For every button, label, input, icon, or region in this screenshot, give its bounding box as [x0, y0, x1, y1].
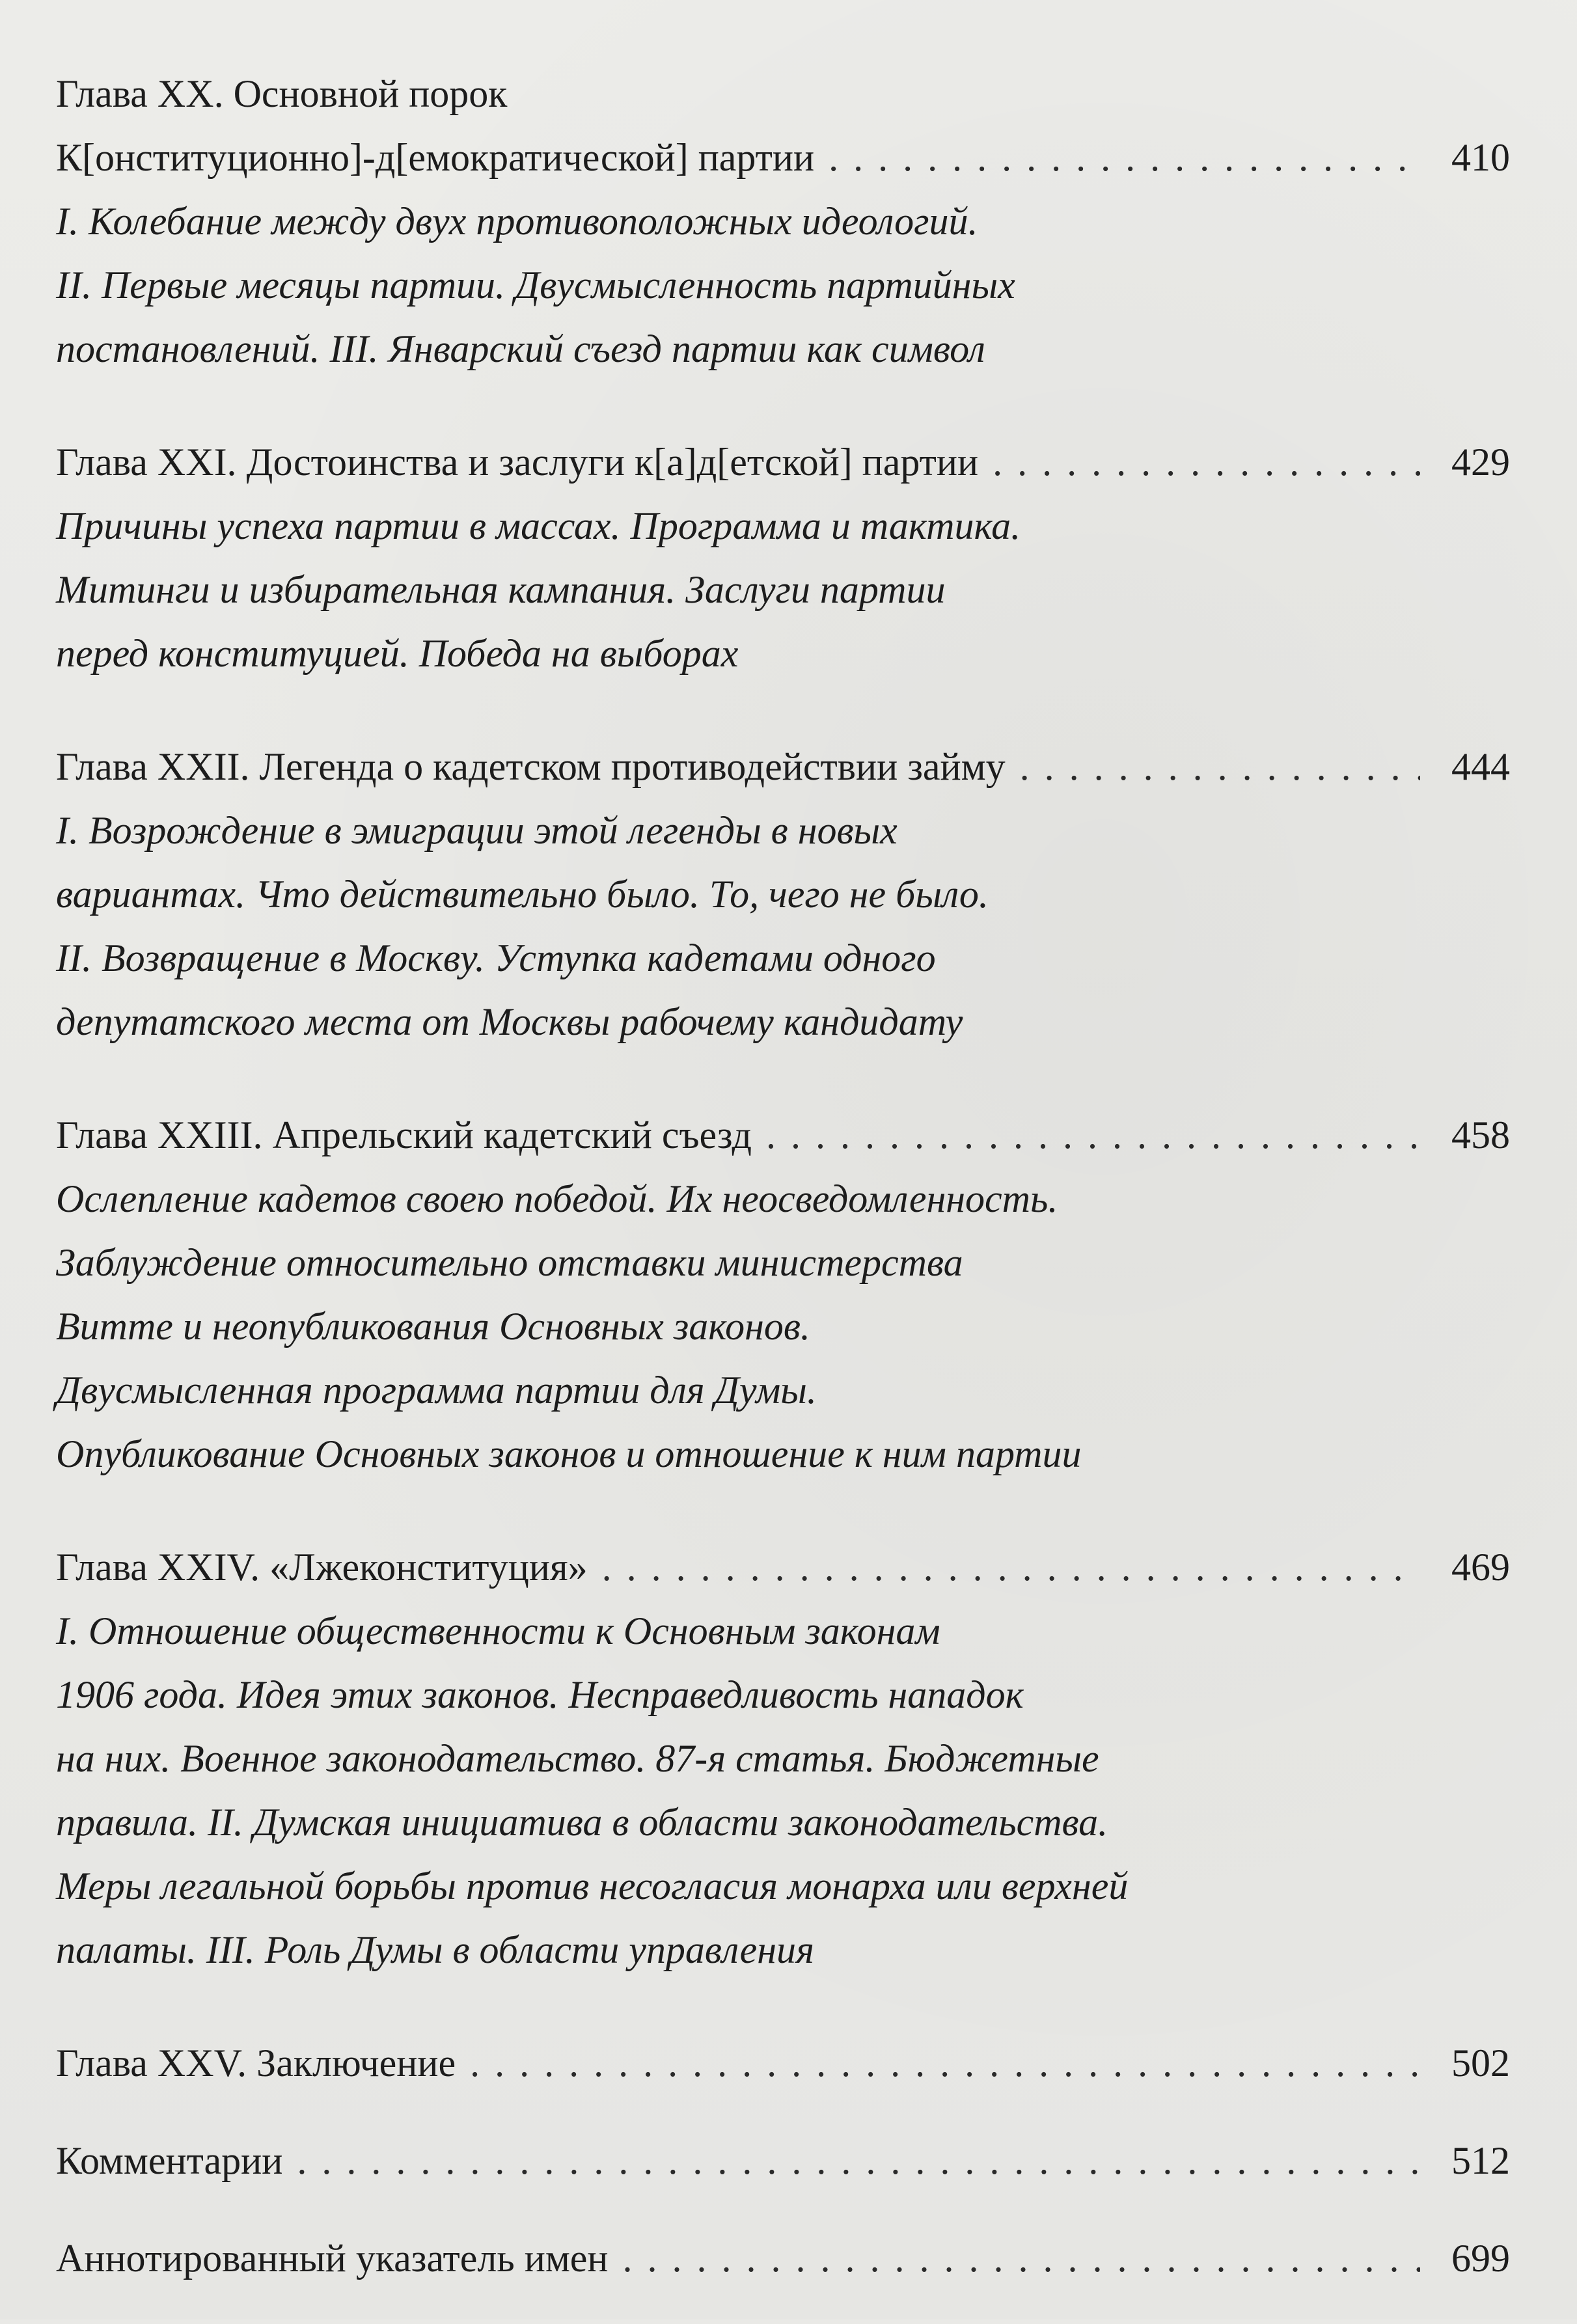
chapter-summary-line: II. Возвращение в Москву. Уступка кадетами одного: [56, 936, 936, 979]
table-of-contents: [56, 62, 1510, 2324]
chapter-summary-line: II. Первые месяцы партии. Двусмысленность партийных: [56, 264, 1015, 307]
chapter-title: Глава XXIV. «Лжеконституция»: [56, 1546, 588, 1589]
page-number: 512: [1451, 2139, 1510, 2182]
dot-leader: [588, 1535, 1420, 1599]
chapter-summary-line: Опубликование Основных законов и отношение к ним партии: [56, 1432, 1082, 1475]
dot-leader: [1006, 735, 1420, 799]
chapter-summary-line: Двусмысленная программа партии для Думы.: [56, 1369, 817, 1412]
page-number: 458: [1451, 1114, 1510, 1156]
toc-entry-chapter-25: [56, 2031, 1510, 2095]
chapter-summary-line: депутатского места от Москвы рабочему кандидату: [56, 1000, 963, 1043]
dot-leader: [456, 2031, 1420, 2095]
chapter-summary-line: 1906 года. Идея этих законов. Несправедливость нападок: [56, 1673, 1024, 1716]
page-number: 444: [1451, 745, 1510, 788]
chapter-title: Аннотированный указатель имен: [56, 2237, 609, 2280]
chapter-title-row: [56, 2031, 1510, 2095]
chapter-title: Глава XXII. Легенда о кадетском противодействии займу: [56, 745, 1006, 788]
chapter-title-row: [56, 2226, 1510, 2290]
chapter-title-row: [56, 1103, 1510, 1167]
chapter-summary-line: Меры легальной борьбы против несогласия монарха или верхней: [56, 1865, 1129, 1907]
chapter-summary-line: Причины успеха партии в массах. Программа и тактика.: [56, 504, 1021, 547]
chapter-summary-line: I. Возрождение в эмиграции этой легенды в новых: [56, 809, 898, 852]
chapter-summary-line: вариантах. Что действительно было. То, чего не было.: [56, 873, 989, 916]
chapter-summary-line: I. Отношение общественности к Основным законам: [56, 1609, 940, 1652]
chapter-summary-line: постановлений. III. Январский съезд партии как символ: [56, 327, 985, 370]
dot-leader: [814, 126, 1420, 189]
chapter-summary-line: перед конституцией. Победа на выборах: [56, 632, 739, 675]
chapter-title: К[онституционно]-д[емократической] партии: [56, 136, 815, 179]
page-number: 469: [1451, 1546, 1510, 1589]
chapter-title-row: [56, 1535, 1510, 1599]
chapter-title: Комментарии: [56, 2139, 283, 2182]
chapter-summary-line: правила. II. Думская инициатива в области законодательства.: [56, 1801, 1108, 1844]
chapter-title-row: [56, 430, 1510, 494]
chapter-title: Глава XXV. Заключение: [56, 2042, 456, 2085]
dot-leader: [609, 2226, 1420, 2290]
chapter-title: Глава XXIII. Апрельский кадетский съезд: [56, 1114, 752, 1156]
toc-entry-chapter-20: [56, 62, 1510, 381]
page-number: 502: [1451, 2042, 1510, 2085]
toc-entry-name-index: [56, 2226, 1510, 2290]
page-number: 429: [1451, 441, 1510, 484]
chapter-title: Глава XXI. Достоинства и заслуги к[а]д[етской] партии: [56, 441, 979, 484]
chapter-summary-line: I. Колебание между двух противоположных идеологий.: [56, 200, 978, 243]
dot-leader: [282, 2129, 1420, 2193]
chapter-summary-line: Митинги и избирательная кампания. Заслуги партии: [56, 568, 946, 611]
chapter-summary-line: на них. Военное законодательство. 87-я статья. Бюджетные: [56, 1737, 1099, 1780]
chapter-title-row: [56, 735, 1510, 799]
page-number: 699: [1451, 2237, 1510, 2280]
chapter-title-line: Глава XX. Основной порок: [56, 72, 508, 115]
dot-leader: [752, 1103, 1420, 1167]
chapter-title-row: [56, 2129, 1510, 2193]
chapter-summary-line: палаты. III. Роль Думы в области управления: [56, 1928, 814, 1971]
toc-entry-chapter-22: [56, 735, 1510, 1054]
toc-entry-chapter-23: [56, 1103, 1510, 1486]
toc-entry-chapter-21: [56, 430, 1510, 685]
chapter-title-row: [56, 126, 1510, 189]
page-number: 410: [1451, 136, 1510, 179]
chapter-summary-line: Ослепление кадетов своею победой. Их неосведомленность.: [56, 1177, 1058, 1220]
chapter-summary-line: Заблуждение относительно отставки министерства: [56, 1241, 963, 1284]
toc-entry-chapter-24: [56, 1535, 1510, 1982]
toc-entry-commentary: [56, 2129, 1510, 2193]
dot-leader: [978, 430, 1420, 494]
chapter-summary-line: Витте и неопубликования Основных законов.: [56, 1305, 810, 1348]
